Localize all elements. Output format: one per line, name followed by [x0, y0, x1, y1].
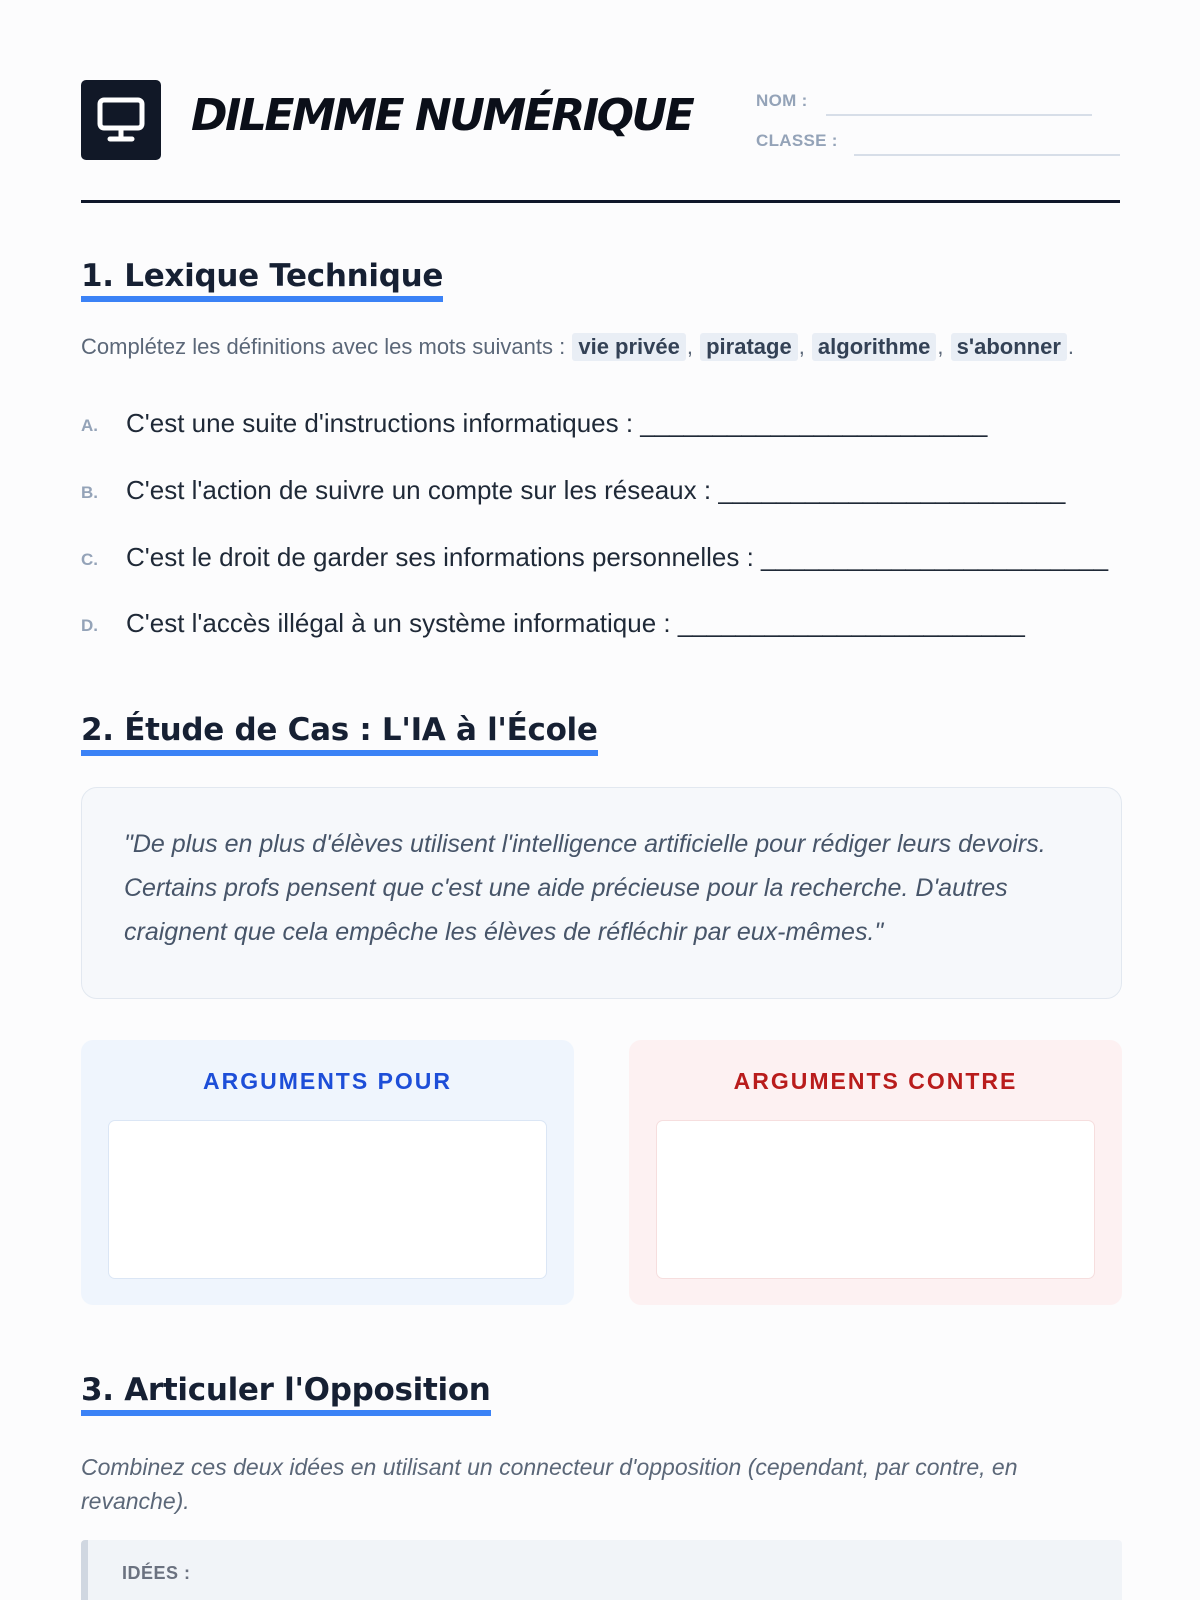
student-fields: [756, 88, 1120, 168]
arguments-pour-panel: [81, 1040, 574, 1305]
classe-field[interactable]: [756, 128, 1120, 168]
question-text[interactable]: C'est une suite d'instructions informatiques : ________________________: [126, 408, 988, 438]
section-1-instructions: Complétez les définitions avec les mots suivants : vie privée , piratage , algorithme , s'abonner .: [81, 334, 1075, 359]
word-chip: algorithme: [812, 333, 936, 361]
question-text[interactable]: C'est le droit de garder ses informations personnelles : ________________________: [126, 542, 1109, 572]
question-letter: A.: [81, 416, 98, 435]
question-letter: B.: [81, 483, 98, 502]
section-1-title: 1. Lexique Technique: [81, 258, 443, 302]
arguments-contre-title: ARGUMENTS CONTRE: [733, 1068, 1018, 1094]
instructions-text: Complétez les définitions avec les mots suivants :: [81, 334, 566, 359]
classe-label: CLASSE :: [756, 131, 838, 150]
quote-text: "De plus en plus d'élèves utilisent l'intelligence artificielle pour rédiger leurs devoirs. Certains profs pensent que c'est une aide précieuse pour la recherche. D'autres craignent que cela empêche les élèves de réfléchir par eux-mêmes.": [124, 830, 1046, 946]
section-3-instructions: Combinez ces deux idées en utilisant un connecteur d'opposition (cependant, par contre, en revanche).: [81, 1454, 1018, 1514]
arguments-contre-panel: [629, 1040, 1122, 1305]
worksheet-header: [81, 80, 1120, 203]
section-2-title: 2. Étude de Cas : L'IA à l'École: [81, 712, 598, 756]
arguments-pour-title: ARGUMENTS POUR: [202, 1068, 453, 1094]
nom-field[interactable]: [756, 88, 1120, 128]
page-title: DILEMME NUMÉRIQUE: [191, 90, 693, 141]
arguments-pour-answer-box[interactable]: [108, 1120, 547, 1279]
section-3-title: 3. Articuler l'Opposition: [81, 1372, 491, 1416]
classe-line[interactable]: [854, 154, 1120, 156]
question-text[interactable]: C'est l'action de suivre un compte sur les réseaux : ________________________: [126, 475, 1066, 505]
question-text[interactable]: C'est l'accès illégal à un système informatique : ________________________: [126, 608, 1025, 638]
ideas-label: IDÉES :: [122, 1563, 191, 1583]
nom-line[interactable]: [826, 114, 1092, 116]
arguments-contre-answer-box[interactable]: [656, 1120, 1095, 1279]
question-letter: D.: [81, 616, 98, 635]
question-letter: C.: [81, 550, 98, 569]
word-chip: vie privée: [572, 333, 686, 361]
nom-label: NOM :: [756, 91, 808, 110]
word-chip: s'abonner: [951, 333, 1067, 361]
logo-badge: [81, 80, 161, 160]
monitor-icon: [97, 97, 145, 143]
word-chip: piratage: [700, 333, 798, 361]
ideas-box: [81, 1540, 1122, 1600]
case-study-quote: [81, 787, 1122, 999]
